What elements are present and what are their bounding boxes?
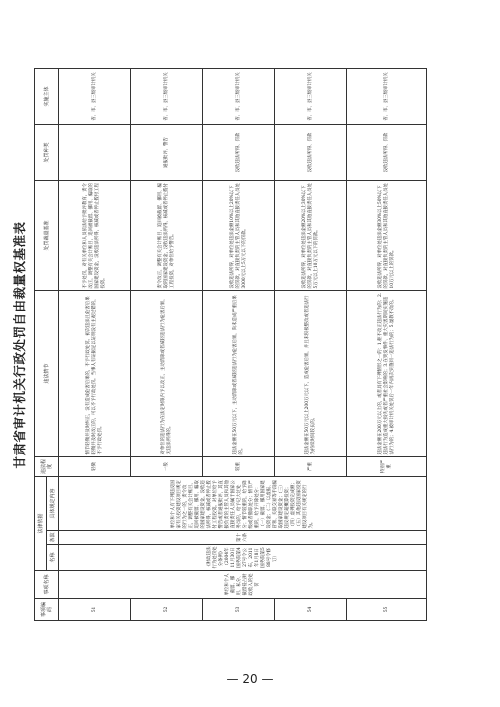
row-seq: 51 [59,599,131,621]
header-item-name: 事项名称 [35,571,59,599]
row-circumstances: 违法金额在50万元以下，主动消除或者减轻违法行为危害后果，尚未造成严重后果的。 [203,290,275,456]
header-seq: 事项编码 [35,599,59,621]
header-penalty-standard: 处罚裁量基准 [35,180,59,290]
item-name-cell: 单位和个人截留、挪用、私分、截留侵占财政收入的处罚 [59,571,427,599]
document-title: 甘肃省审计机关行政处罚自由裁量权基准表 [12,221,27,469]
header-severity: 违法程度 [35,456,59,476]
row-circumstances: 情节轻微并及时纠正，没有造成危害后果的，不予行政处罚。初次违法且危害后果轻微并及时改正的，可以不予行政处罚。当事人有证据足以证明没有主观过错的，不予行政处罚。 [59,290,131,456]
header-circumstances: 违法情节 [35,290,59,456]
header-article: 条款 [47,531,59,545]
row-seq: 52 [131,599,203,621]
row-severity: 特别严重 [347,456,427,476]
header-law-name: 名称 [47,545,59,571]
row-penalty-standard: 没收违法所得，对单位处违法金额30%以上50%以下的罚款，对直接负责的主管人员和其他直接责任人员处10万元以上的罚款。 [347,180,427,290]
row-executor: 省、市、县三级审计机关 [275,68,347,124]
discretion-benchmark-table [34,68,427,621]
row-penalty-standard: 没收违法所得，对单位处违法金额10%以上20%以下的罚款，对直接负责的主管人员和其他直接责任人员处3000元以上5万元以下的罚款。 [203,180,275,290]
row-penalty-standard: 没收违法所得，对单位处违法金额20%以上30%以下的罚款，对直接负责的主管人员和其他直接责任人员处5万元以上10万元以下的罚款。 [275,180,347,290]
row-authority: 通报批评、警告 [131,124,203,180]
header-authority: 处罚种类 [35,124,59,180]
row-authority: 没收违法所得、罚款 [275,124,347,180]
row-executor: 省、市、县三级审计机关 [203,68,275,124]
header-specific-provision: 具体规定内容 [47,476,59,530]
row-severity: 一般 [131,456,203,476]
table-row [59,68,131,620]
row-severity: 轻微 [59,456,131,476]
law-name-cell: 《财政违法行为处罚处分条例》（2004年11月30日国务院第427号令公布，2011年1月8日国务院第588号令修订） [59,545,427,571]
header-executor: 实施主体 [35,68,59,124]
row-executor: 省、市、县三级审计机关 [347,68,427,124]
row-circumstances: 对单位的违法行为在法定时限内予以改正，主动消除或者减轻违法行为危害后果，无违法所得的。 [131,290,203,456]
row-executor: 省、市、县三级审计机关 [59,68,131,124]
rotated-table-area [10,65,430,625]
row-authority: 没收违法所得、罚款 [203,124,275,180]
row-circumstances: 违法金额在50万元以上200万元以下，造成危害后果，并且未积极整改或者违法行为持续时间较长的。 [275,290,347,456]
row-seq: 54 [275,599,347,621]
row-authority [59,124,131,180]
row-penalty-standard: 不予处罚，对有关单位和人员依法给予批评教育，责令改正，调整有关会计账目，追回被截留、挪用、骗取的国家建设资金，没收违法所得，核减或者停止拨付工程投资。 [59,180,131,290]
row-authority: 没收违法所得、罚款 [347,124,427,180]
row-circumstances: 违法金额在200万元以上的，或者具有下列情形之一的：1.拒不改正违法行为的；2.违法行为造成重大损失或者严重社会影响的；3.在突发事件、重大灾害期间实施违法行为的；4.被审计机关处罚后一年内再次实施同一违法行为的；5.屡教不改的。 [347,290,427,456]
article-cell: 第十六条 [59,531,427,545]
row-seq: 53 [203,599,275,621]
row-executor: 省、市、县三级审计机关 [131,68,203,124]
row-severity: 严重 [275,456,347,476]
header-legal-basis: 法律依据 [35,476,47,570]
row-severity: 较重 [203,456,275,476]
row-penalty-standard: 责令改正，调整有关会计账目，追回被截留、挪用、骗取的国家建设资金，没收违法所得，核减或者停止拨付工程投资，对单位给予警告。 [131,180,203,290]
specific-provision-cell: 单位和个人有下列违反国家有关投资建设项目规定的行为之一的，责令改正，调整有关会计账目，追回被截留、挪用、骗取的国家建设资金，没收违法所得，核减或者停止拨付工程投资。对单位给予警告或者通报批评，其直接负责的主管人员和其他直接责任人员属于国家公务员的，给予记大过处分；情节较重的，给予降级或者撤职处分；情节严重的，给予开除处分：（一）截留、挪用国家建设资金；（二）以虚报、冒领、关联交易等手段骗取国家建设资金；（三）违反规定超概算投资；（四）虚列投资完成额；（五）其他违反国家投资建设项目有关规定的行为。 [59,476,427,530]
row-seq: 55 [347,599,427,621]
page-number: — 20 — [226,672,274,686]
